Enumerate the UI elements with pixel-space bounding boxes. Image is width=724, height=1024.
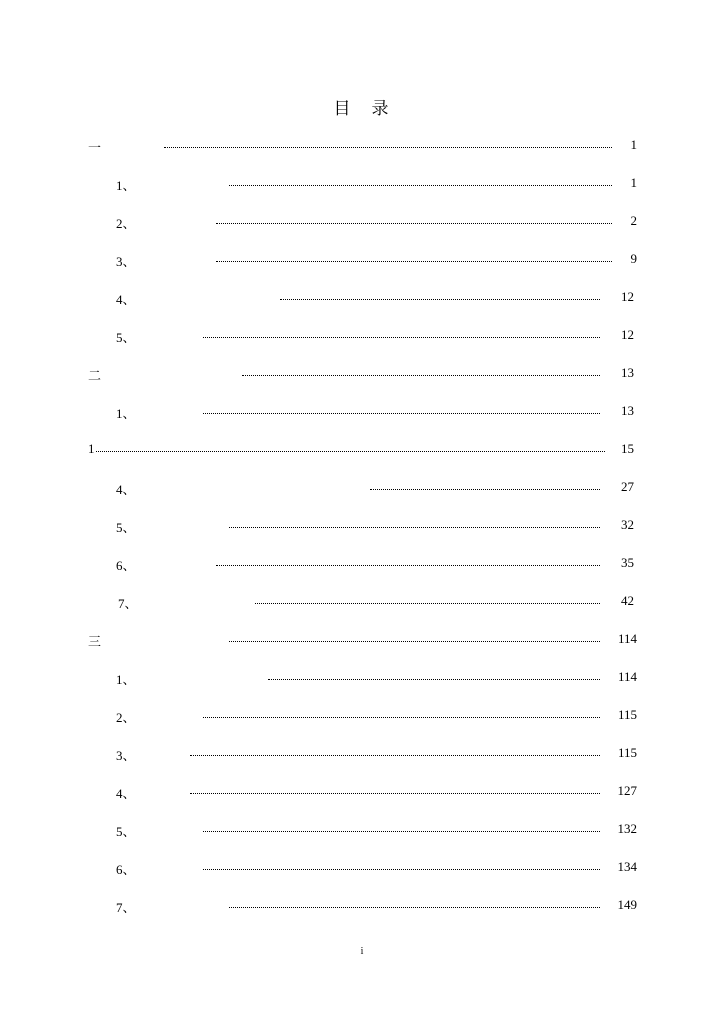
- toc-dot-leader: [216, 565, 600, 566]
- toc-entry-page-number: 134: [617, 859, 637, 874]
- toc-dot-leader: [216, 223, 612, 224]
- toc-entry-page-number: 114: [617, 669, 637, 684]
- toc-entry[interactable]: [0, 394, 724, 428]
- toc-entry-label: 一: [88, 141, 102, 156]
- toc-dot-leader: [229, 641, 600, 642]
- toc-entry-page-number: 114: [617, 631, 637, 646]
- toc-entry-label: 三: [88, 635, 102, 650]
- toc-dot-leader: [370, 489, 600, 490]
- toc-dot-leader: [203, 869, 600, 870]
- toc-dot-leader: [216, 261, 612, 262]
- toc-entry-page-number: 13: [621, 365, 634, 380]
- toc-dot-leader: [268, 679, 600, 680]
- toc-entry-label: 3、: [116, 254, 136, 269]
- toc-title: 目 录: [333, 99, 391, 119]
- toc-entry-page-number: 9: [630, 251, 637, 266]
- toc-entry[interactable]: [0, 774, 724, 808]
- toc-entry-page-number: 12: [621, 289, 634, 304]
- toc-entry-label: 5、: [116, 824, 136, 839]
- toc-entry-label: 7、: [116, 900, 136, 915]
- toc-entry-page-number: 15: [621, 441, 634, 456]
- toc-entry[interactable]: [0, 850, 724, 884]
- toc-entry-label: 4、: [116, 292, 136, 307]
- toc-dot-leader: [190, 793, 600, 794]
- toc-entry[interactable]: [0, 546, 724, 580]
- toc-entry-page-number: 35: [621, 555, 634, 570]
- toc-dot-leader: [164, 147, 612, 148]
- toc-dot-leader: [96, 451, 605, 452]
- toc-dot-leader: [229, 907, 600, 908]
- toc-entry-label: 1、: [116, 672, 136, 687]
- toc-entry-label: 7、: [118, 596, 138, 611]
- toc-entry[interactable]: [0, 812, 724, 846]
- toc-dot-leader: [229, 527, 600, 528]
- toc-entry-page-number: 1: [630, 175, 637, 190]
- toc-entry[interactable]: [0, 204, 724, 238]
- toc-entry[interactable]: [0, 622, 724, 656]
- toc-dot-leader: [255, 603, 600, 604]
- toc-entry[interactable]: [0, 166, 724, 200]
- toc-entry-label: 5、: [116, 330, 136, 345]
- toc-dot-leader: [190, 755, 600, 756]
- toc-entry[interactable]: [0, 470, 724, 504]
- toc-dot-leader: [242, 375, 600, 376]
- toc-entry-page-number: 32: [621, 517, 634, 532]
- toc-entry[interactable]: [0, 356, 724, 390]
- footer-page-number: i: [360, 946, 364, 957]
- toc-entry-page-number: 132: [617, 821, 637, 836]
- toc-entry-label: 6、: [116, 558, 136, 573]
- toc-entry-page-number: 115: [617, 707, 637, 722]
- toc-entry[interactable]: [0, 698, 724, 732]
- toc-entry-page-number: 27: [621, 479, 634, 494]
- toc-entry[interactable]: [0, 128, 724, 162]
- toc-entry-label: 4、: [116, 786, 136, 801]
- toc-entry-label: 5、: [116, 520, 136, 535]
- toc-entry-label: 2、: [116, 216, 136, 231]
- toc-entry-label: 二: [88, 369, 102, 384]
- toc-dot-leader: [203, 413, 600, 414]
- toc-dot-leader: [203, 717, 600, 718]
- toc-entry-page-number: 115: [617, 745, 637, 760]
- toc-entry[interactable]: [0, 242, 724, 276]
- toc-entry-page-number: 149: [617, 897, 637, 912]
- toc-entry-page-number: 12: [621, 327, 634, 342]
- toc-entry[interactable]: [0, 318, 724, 352]
- toc-entry-label: 2、: [116, 710, 136, 725]
- toc-entry-page-number: 2: [630, 213, 637, 228]
- toc-entry[interactable]: [0, 432, 724, 466]
- toc-entry-page-number: 13: [621, 403, 634, 418]
- toc-entry[interactable]: [0, 736, 724, 770]
- toc-entry-label: 1、: [116, 178, 136, 193]
- toc-entry-label: 3、: [116, 748, 136, 763]
- toc-dot-leader: [203, 831, 600, 832]
- toc-entry-label: 1: [88, 441, 95, 456]
- toc-entry[interactable]: [0, 660, 724, 694]
- toc-dot-leader: [229, 185, 612, 186]
- toc-entry[interactable]: [0, 280, 724, 314]
- table-of-contents: [0, 128, 724, 928]
- toc-entry-page-number: 42: [621, 593, 634, 608]
- toc-dot-leader: [280, 299, 600, 300]
- toc-entry[interactable]: [0, 584, 724, 618]
- toc-entry-page-number: 127: [617, 783, 637, 798]
- toc-entry-label: 6、: [116, 862, 136, 877]
- toc-entry-label: 4、: [116, 482, 136, 497]
- toc-dot-leader: [203, 337, 600, 338]
- toc-entry[interactable]: [0, 508, 724, 542]
- toc-entry-page-number: 1: [630, 137, 637, 152]
- toc-entry[interactable]: [0, 888, 724, 922]
- toc-entry-label: 1、: [116, 406, 136, 421]
